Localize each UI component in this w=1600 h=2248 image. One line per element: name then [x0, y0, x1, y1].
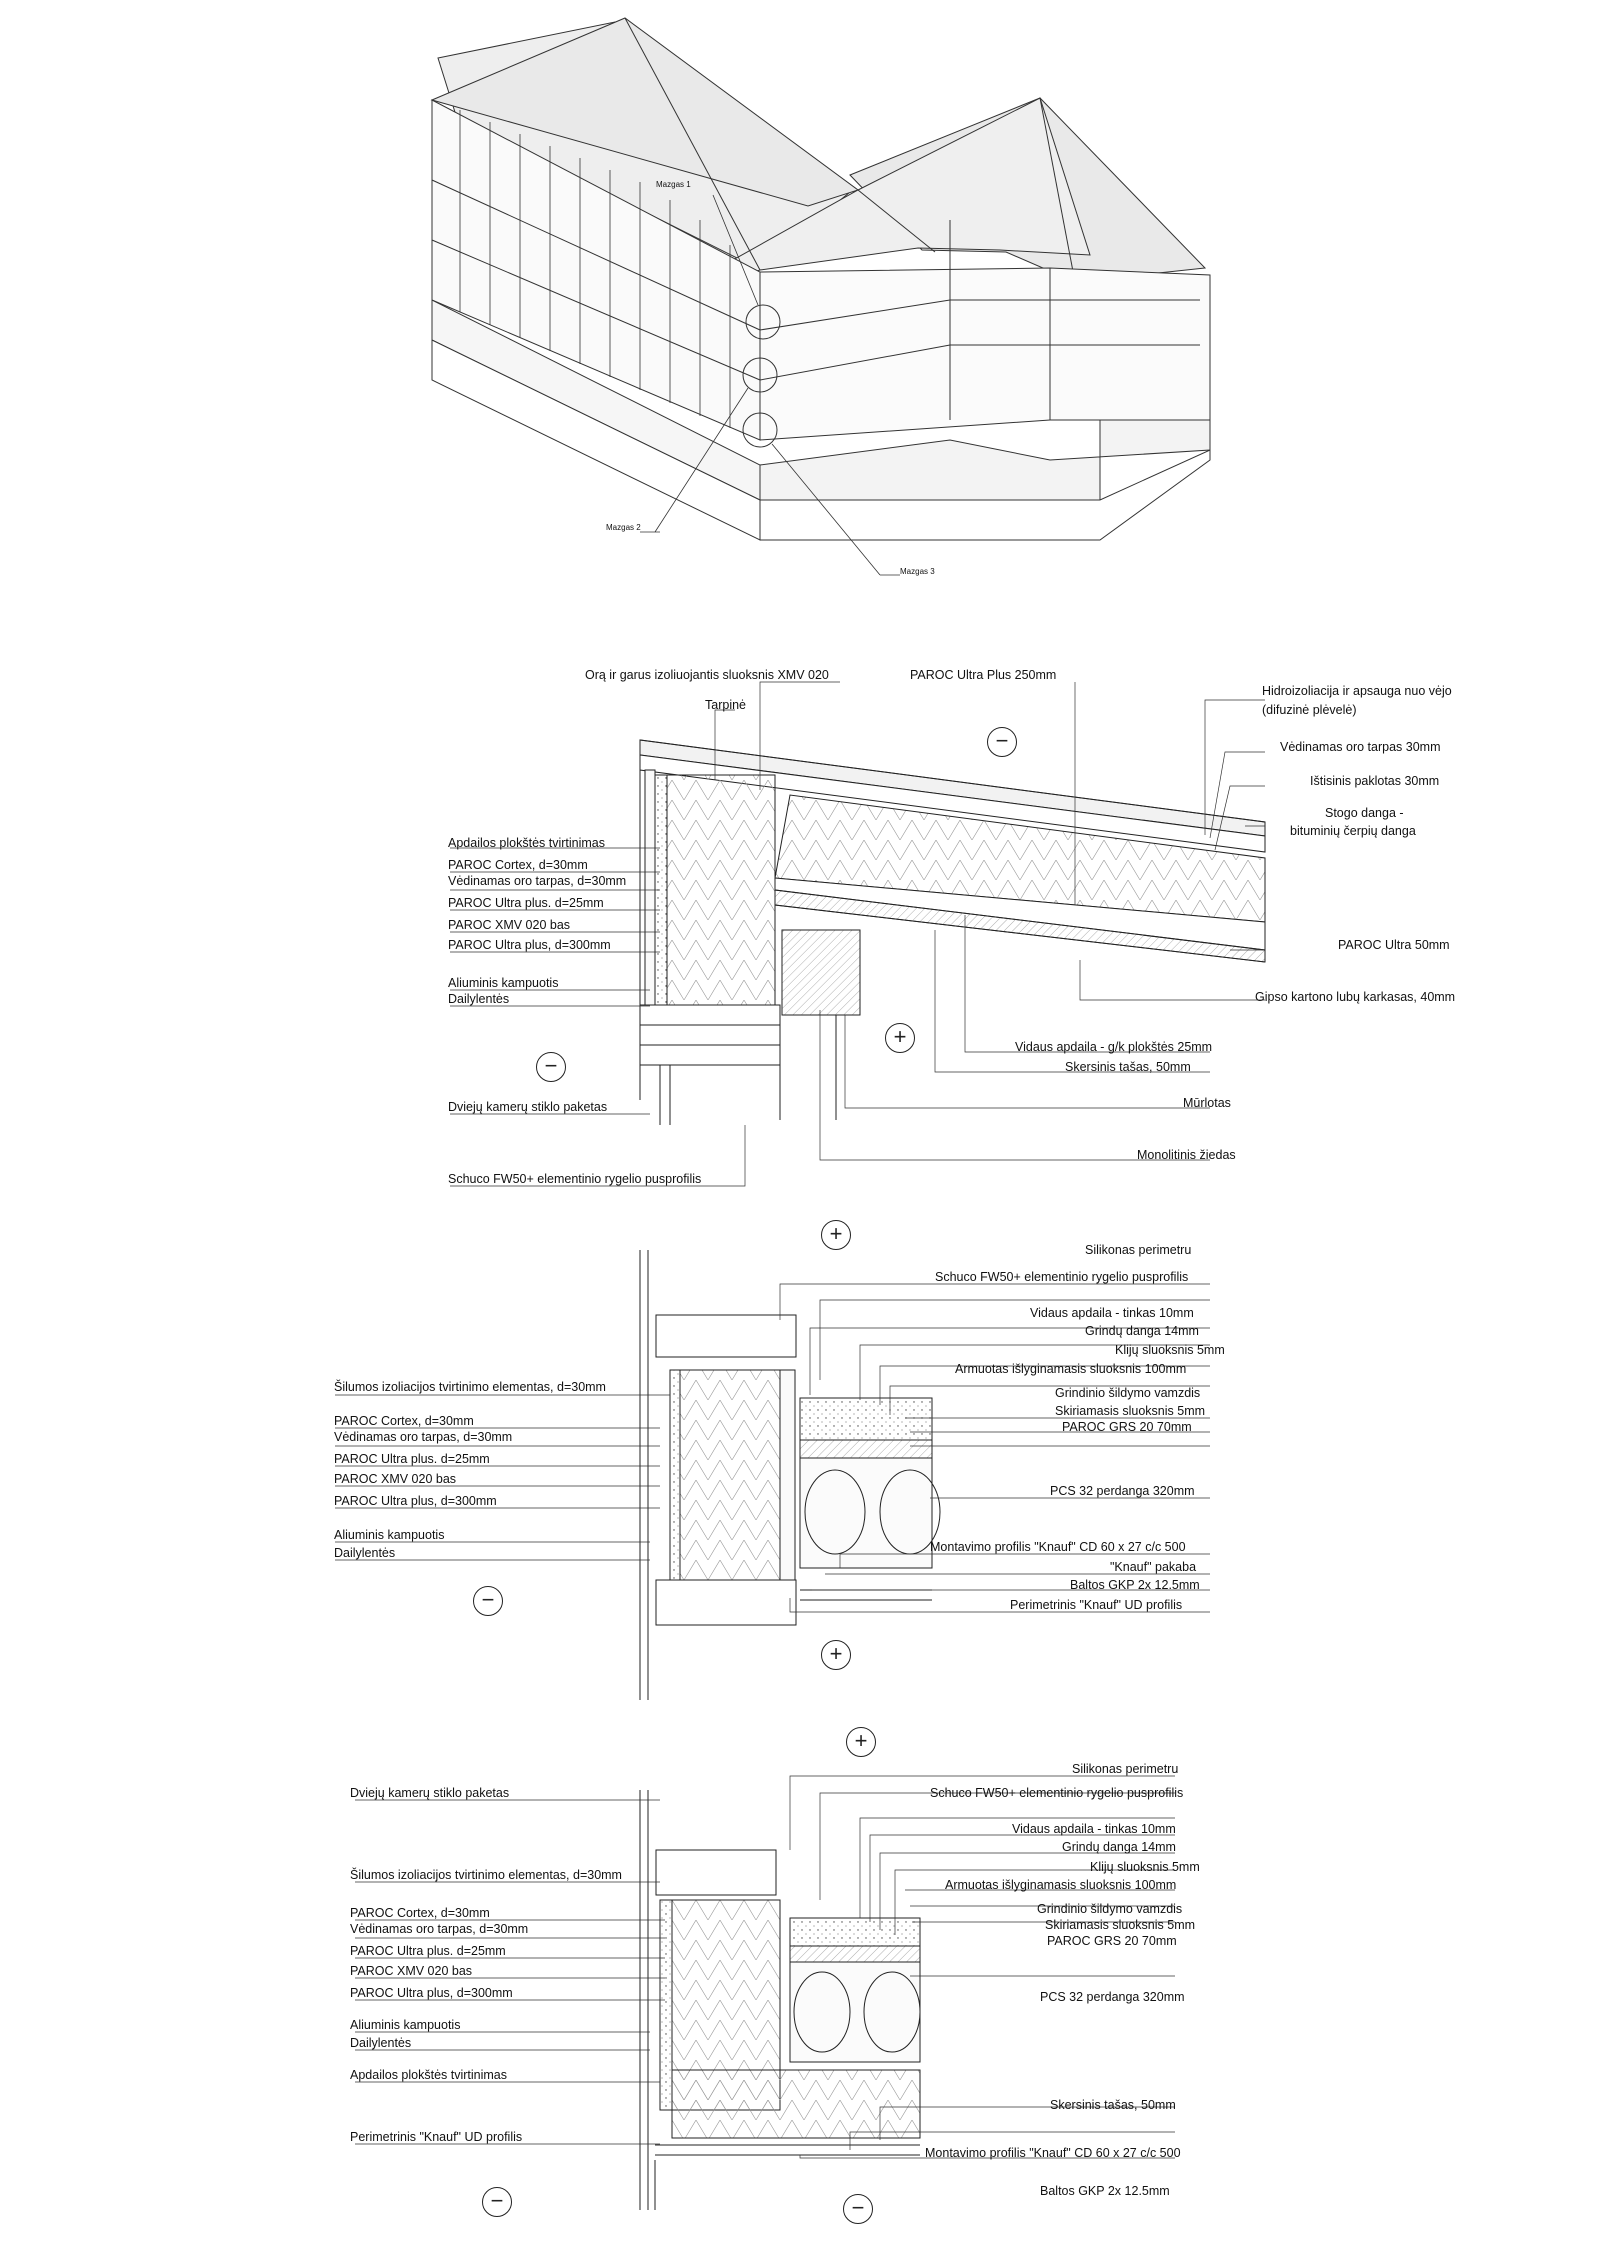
d3-right-label: Skersinis tašas, 50mm — [1050, 2098, 1176, 2112]
d1-left-label: PAROC XMV 020 bas — [448, 918, 571, 932]
d2-left-label: Vėdinamas oro tarpas, d=30mm — [334, 1430, 513, 1444]
d2-right-label: Schuco FW50+ elementinio rygelio pusprofilis — [935, 1270, 1189, 1284]
d3-left-label: Aliuminis kampuotis — [350, 2018, 461, 2032]
d3-left-label: PAROC XMV 020 bas — [350, 1964, 473, 1978]
d3-left-label: Dviejų kamerų stiklo paketas — [350, 1786, 510, 1800]
d1-right-label: Hidroizoliacija ir apsauga nuo vėjo — [1262, 684, 1452, 698]
d1-label-ultra-plus: PAROC Ultra Plus 250mm — [910, 668, 1057, 682]
d2-right-label: Grindinio šildymo vamzdis — [1055, 1386, 1201, 1400]
d2-left-label: Aliuminis kampuotis — [334, 1528, 445, 1542]
d3-minus-symbol: − — [482, 2187, 512, 2217]
d3-right-label: Baltos GKP 2x 12.5mm — [1040, 2184, 1170, 2198]
d3-left-label: PAROC Cortex, d=30mm — [350, 1906, 490, 1920]
d2-left-label: PAROC Ultra plus. d=25mm — [334, 1452, 490, 1466]
d2-left-label: Šilumos izoliacijos tvirtinimo elementas, d=30mm — [334, 1380, 606, 1394]
d1-minus-symbol: − — [987, 727, 1017, 757]
detail2-floor-section — [640, 1250, 940, 1700]
d1-label-tarpine: Tarpinė — [705, 698, 746, 712]
d3-plus-symbol: + — [846, 1727, 876, 1757]
d1-right-label: bituminių čerpių danga — [1290, 824, 1416, 838]
d3-right-label: Grindų danga 14mm — [1062, 1840, 1176, 1854]
d1-label-xmv: Orą ir garus izoliuojantis sluoksnis XMV 020 — [585, 668, 829, 682]
d1-right-label: Monolitinis žiedas — [1137, 1148, 1236, 1162]
d3-right-label: Montavimo profilis "Knauf" CD 60 x 27 c/c 500 — [925, 2146, 1181, 2160]
d1-right-label: Vidaus apdaila - g/k plokštės 25mm — [1015, 1040, 1213, 1054]
d3-left-label: PAROC Ultra plus, d=300mm — [350, 1986, 513, 2000]
d3-right-label: Vidaus apdaila - tinkas 10mm — [1012, 1822, 1176, 1836]
d2-right-label: Klijų sluoksnis 5mm — [1115, 1343, 1225, 1357]
d1-right-label: Ištisinis paklotas 30mm — [1310, 774, 1440, 788]
d2-right-label: Montavimo profilis "Knauf" CD 60 x 27 c/c 500 — [930, 1540, 1186, 1554]
d1-minus-symbol: − — [536, 1052, 566, 1082]
d3-right-label: Grindinio šildymo vamzdis — [1037, 1902, 1183, 1916]
d2-right-label: Baltos GKP 2x 12.5mm — [1070, 1578, 1200, 1592]
callout-mazgas-1: Mazgas 1 — [656, 180, 691, 189]
d1-left-label: PAROC Cortex, d=30mm — [448, 858, 588, 872]
d2-plus-symbol: + — [821, 1220, 851, 1250]
detail3-ground-section — [640, 1790, 920, 2210]
d2-right-label: Armuotas išlyginamasis sluoksnis 100mm — [955, 1362, 1187, 1376]
d3-right-label: Skiriamasis sluoksnis 5mm — [1045, 1918, 1196, 1932]
d3-minus-symbol: − — [843, 2194, 873, 2224]
d3-right-label: PCS 32 perdanga 320mm — [1040, 1990, 1185, 2004]
d1-left-label: Dailylentės — [448, 992, 510, 1006]
d3-left-label: Šilumos izoliacijos tvirtinimo elementas, d=30mm — [350, 1868, 622, 1882]
d3-right-label: PAROC GRS 20 70mm — [1047, 1934, 1177, 1948]
d2-right-label: Vidaus apdaila - tinkas 10mm — [1030, 1306, 1194, 1320]
d2-left-label: PAROC Cortex, d=30mm — [334, 1414, 474, 1428]
d3-right-label: Schuco FW50+ elementinio rygelio pusprofilis — [930, 1786, 1184, 1800]
d2-plus-symbol: + — [821, 1640, 851, 1670]
callout-mazgas-3: Mazgas 3 — [900, 567, 935, 576]
d3-left-label: Perimetrinis "Knauf" UD profilis — [350, 2130, 523, 2144]
d1-right-label: Skersinis tašas, 50mm — [1065, 1060, 1191, 1074]
d1-right-label: Gipso kartono lubų karkasas, 40mm — [1255, 990, 1456, 1004]
d2-left-label: PAROC XMV 020 bas — [334, 1472, 457, 1486]
d3-right-label: Armuotas išlyginamasis sluoksnis 100mm — [945, 1878, 1177, 1892]
d2-right-label: Grindų danga 14mm — [1085, 1324, 1199, 1338]
d1-left-label: PAROC Ultra plus. d=25mm — [448, 896, 604, 910]
isometric-building-view — [432, 18, 1210, 575]
d1-left-label: Vėdinamas oro tarpas, d=30mm — [448, 874, 627, 888]
d2-left-label: Dailylentės — [334, 1546, 396, 1560]
callout-mazgas-2: Mazgas 2 — [606, 523, 641, 532]
d3-left-label: Dailylentės — [350, 2036, 412, 2050]
d3-right-label: Klijų sluoksnis 5mm — [1090, 1860, 1200, 1874]
d3-left-label: Apdailos plokštės tvirtinimas — [350, 2068, 508, 2082]
d2-right-label: PAROC GRS 20 70mm — [1062, 1420, 1192, 1434]
d2-right-label: Perimetrinis "Knauf" UD profilis — [1010, 1598, 1183, 1612]
d1-left-label: Dviejų kamerų stiklo paketas — [448, 1100, 608, 1114]
d3-left-label: PAROC Ultra plus. d=25mm — [350, 1944, 506, 1958]
d2-right-label: PCS 32 perdanga 320mm — [1050, 1484, 1195, 1498]
d2-right-label: Silikonas perimetru — [1085, 1243, 1192, 1257]
d1-left-label: Apdailos plokštės tvirtinimas — [448, 836, 606, 850]
d1-left-label: PAROC Ultra plus, d=300mm — [448, 938, 611, 952]
d1-left-label: Aliuminis kampuotis — [448, 976, 559, 990]
d2-right-label: Skiriamasis sluoksnis 5mm — [1055, 1404, 1206, 1418]
d2-minus-symbol: − — [473, 1586, 503, 1616]
d3-right-label: Silikonas perimetru — [1072, 1762, 1179, 1776]
d1-right-label: PAROC Ultra 50mm — [1338, 938, 1450, 952]
d3-left-label: Vėdinamas oro tarpas, d=30mm — [350, 1922, 529, 1936]
d1-left-label: Schuco FW50+ elementinio rygelio pusprofilis — [448, 1172, 702, 1186]
d1-right-label: Stogo danga - — [1325, 806, 1404, 820]
d1-right-label: Vėdinamas oro tarpas 30mm — [1280, 740, 1441, 754]
d2-right-label: "Knauf" pakaba — [1110, 1560, 1197, 1574]
d1-right-label: Mūrlotas — [1183, 1096, 1231, 1110]
d1-right-label: (difuzinė plėvelė) — [1262, 703, 1357, 717]
d2-left-label: PAROC Ultra plus, d=300mm — [334, 1494, 497, 1508]
d1-plus-symbol: + — [885, 1023, 915, 1053]
